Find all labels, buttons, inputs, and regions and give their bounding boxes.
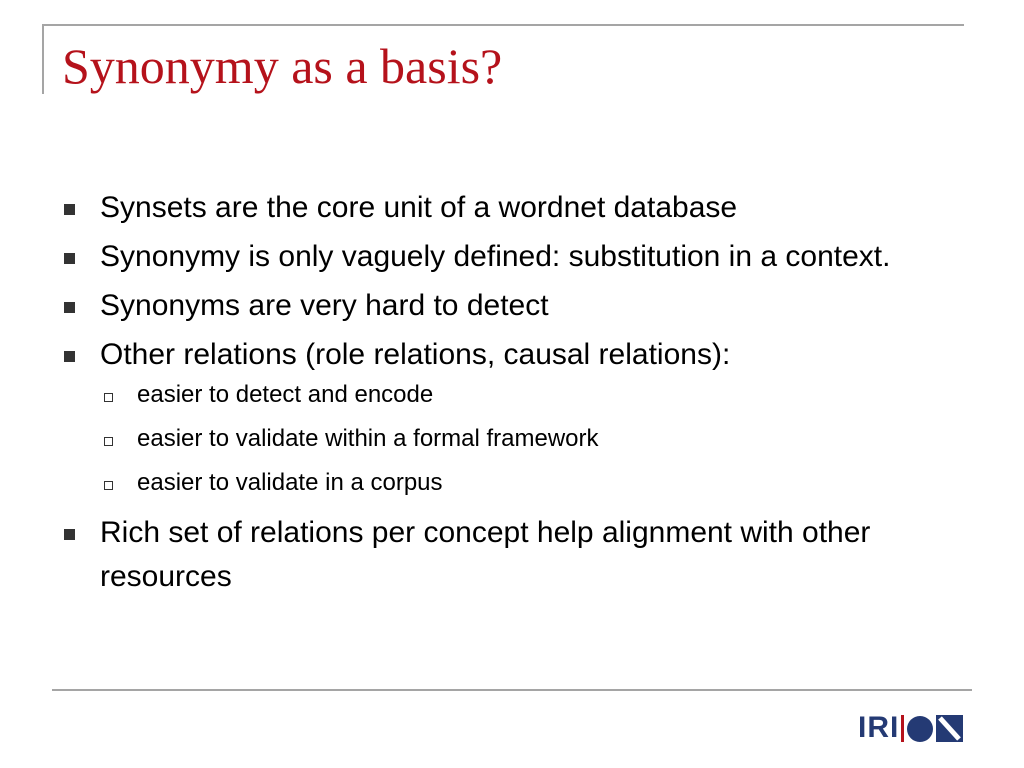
bullet-item [62,186,982,230]
bullet-text: Rich set of relations per concept help alignment with other resources [100,516,871,593]
bullet-item [62,284,982,328]
bullet-text: Synsets are the core unit of a wordnet database [100,191,738,224]
irion-logo-icon [899,712,965,744]
square-bullet-icon [64,204,75,215]
frame-top-line [42,24,964,26]
hollow-square-bullet-icon [104,437,113,446]
sub-bullet-item [62,379,982,411]
slide-content [62,186,982,604]
bullet-text: Synonymy is only vaguely defined: substitution in a context. [100,240,891,273]
square-bullet-icon [64,253,75,264]
bullet-item [62,511,982,599]
sub-bullet-list [62,379,982,499]
sub-bullet-item [62,467,982,499]
frame-left-line [42,24,44,94]
slide-title: Synonymy as a basis? [62,38,503,94]
irion-logo [858,712,965,744]
square-bullet-icon [64,529,75,540]
logo-text: IRI [858,711,900,744]
square-bullet-icon [64,302,75,313]
hollow-square-bullet-icon [104,393,113,402]
sub-bullet-item [62,423,982,455]
hollow-square-bullet-icon [104,481,113,490]
sub-bullet-text: easier to detect and encode [137,381,434,408]
sub-bullet-text: easier to validate in a corpus [137,469,443,496]
bullet-item [62,333,982,377]
bullet-text: Synonyms are very hard to detect [100,289,549,322]
bullet-text: Other relations (role relations, causal relations): [100,338,731,371]
sub-bullet-text: easier to validate within a formal framework [137,425,599,452]
square-bullet-icon [64,351,75,362]
footer-line [52,689,972,691]
bullet-item [62,235,982,279]
